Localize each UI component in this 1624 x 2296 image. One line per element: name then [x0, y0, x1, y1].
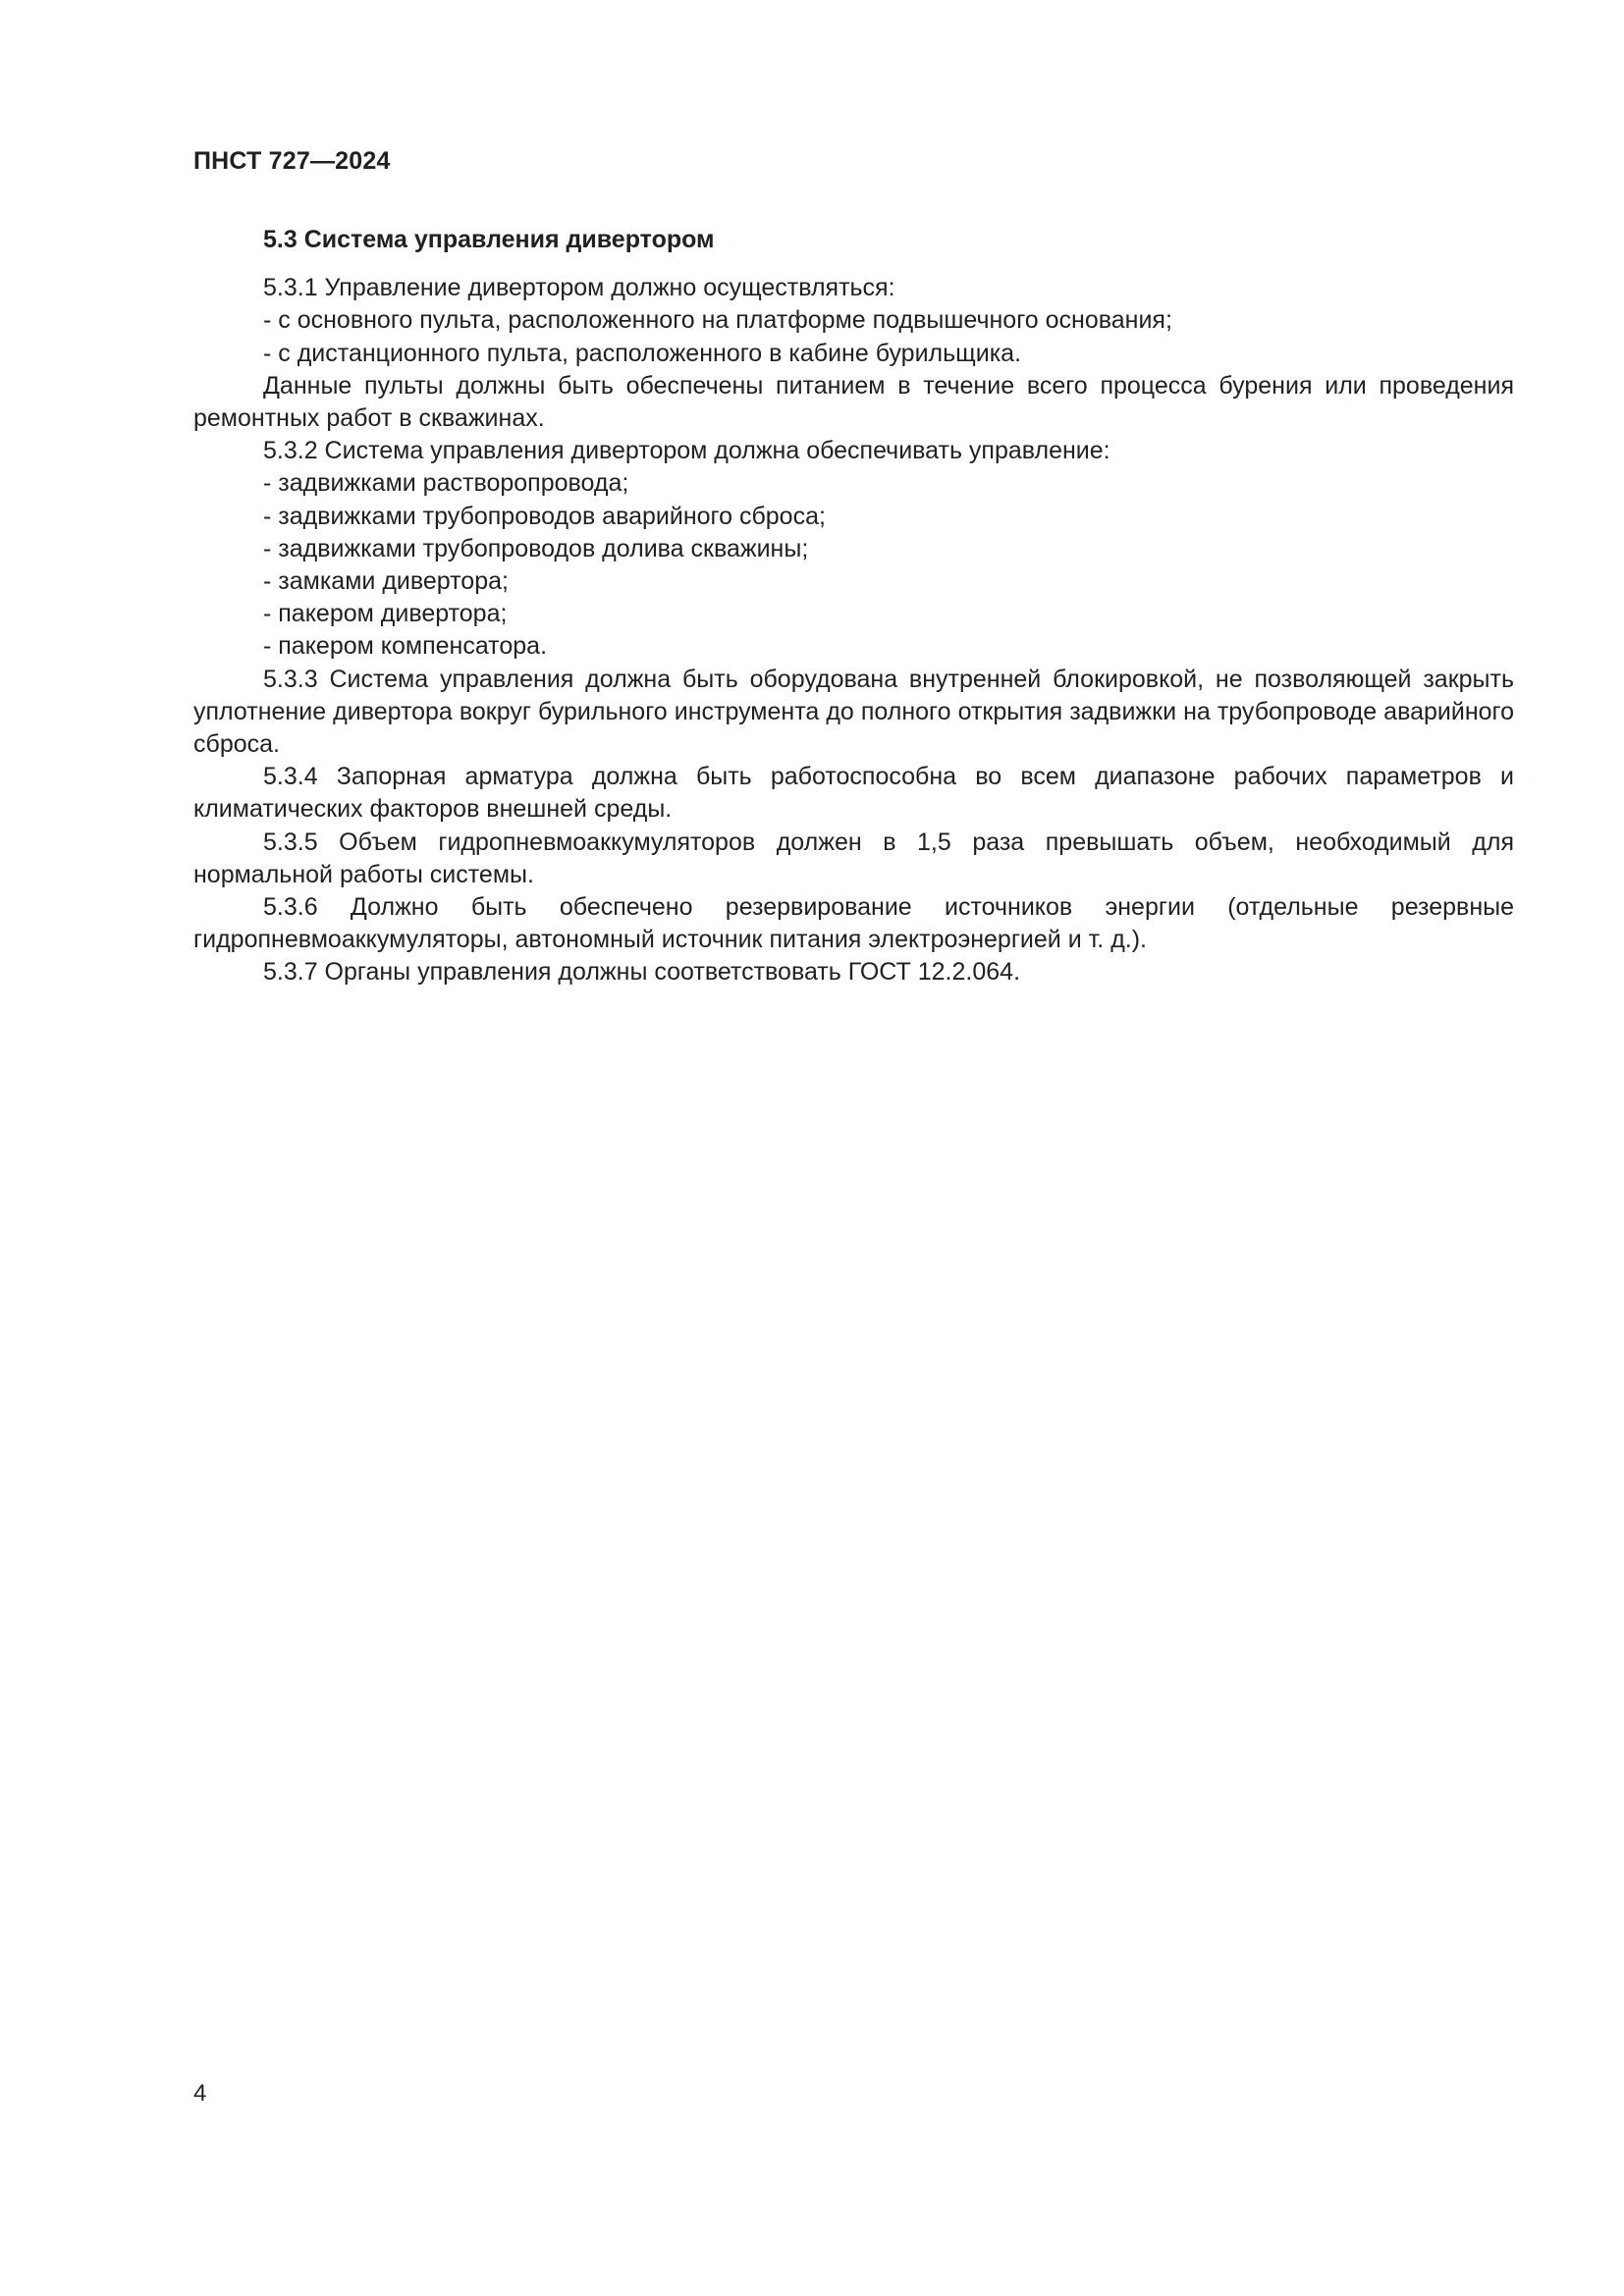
list-item: - пакером дивертора;: [263, 600, 508, 628]
list-item: - замками дивертора;: [263, 567, 509, 596]
paragraph-5-3-7: 5.3.7 Органы управления должны соответствовать ГОСТ 12.2.064.: [263, 958, 1021, 987]
section-title: 5.3 Система управления дивертором: [263, 226, 715, 253]
paragraph-5-3-1: 5.3.1 Управление дивертором должно осуществляться:: [263, 274, 895, 302]
section-content: [193, 224, 1514, 989]
paragraph-5-3-2: 5.3.2 Система управления дивертором должна обеспечивать управление:: [263, 437, 1110, 465]
list-item: - задвижками растворопровода;: [263, 469, 629, 498]
paragraph-5-3-4: 5.3.4 Запорная арматура должна быть работоспособна во всем диапазоне рабочих параметров и климатических факторов внешней среды.: [193, 763, 1514, 824]
list-item: - задвижками трубопроводов аварийного сброса;: [263, 502, 826, 530]
list-item: - с основного пульта, расположенного на платформе подвышечного основания;: [263, 306, 1172, 335]
paragraph-5-3-1-note: Данные пульты должны быть обеспечены питанием в течение всего процесса бурения или проведения ремонтных работ в скважинах.: [193, 371, 1514, 433]
page-number: 4: [193, 2080, 207, 2107]
paragraph-5-3-6: 5.3.6 Должно быть обеспечено резервирование источников энергии (отдельные резервные гидропневмоаккумуляторы, автономный источник питания электроэнергией и т. д.).: [193, 893, 1514, 954]
paragraph-5-3-3: 5.3.3 Система управления должна быть оборудована внутренней блокировкой, не позволяющей закрыть уплотнение дивертора вокруг бурильного инструмента до полного открытия задвижки на трубопроводе аварийного сброса.: [193, 665, 1514, 759]
list-item: - с дистанционного пульта, расположенного в кабине бурильщика.: [263, 339, 1022, 367]
document-code: ПНСТ 727—2024: [193, 147, 391, 175]
paragraph-5-3-5: 5.3.5 Объем гидропневмоаккумуляторов должен в 1,5 раза превышать объем, необходимый для нормальной работы системы.: [193, 828, 1514, 888]
list-item: - задвижками трубопроводов долива скважины;: [263, 534, 809, 562]
list-item: - пакером компенсатора.: [263, 632, 548, 661]
